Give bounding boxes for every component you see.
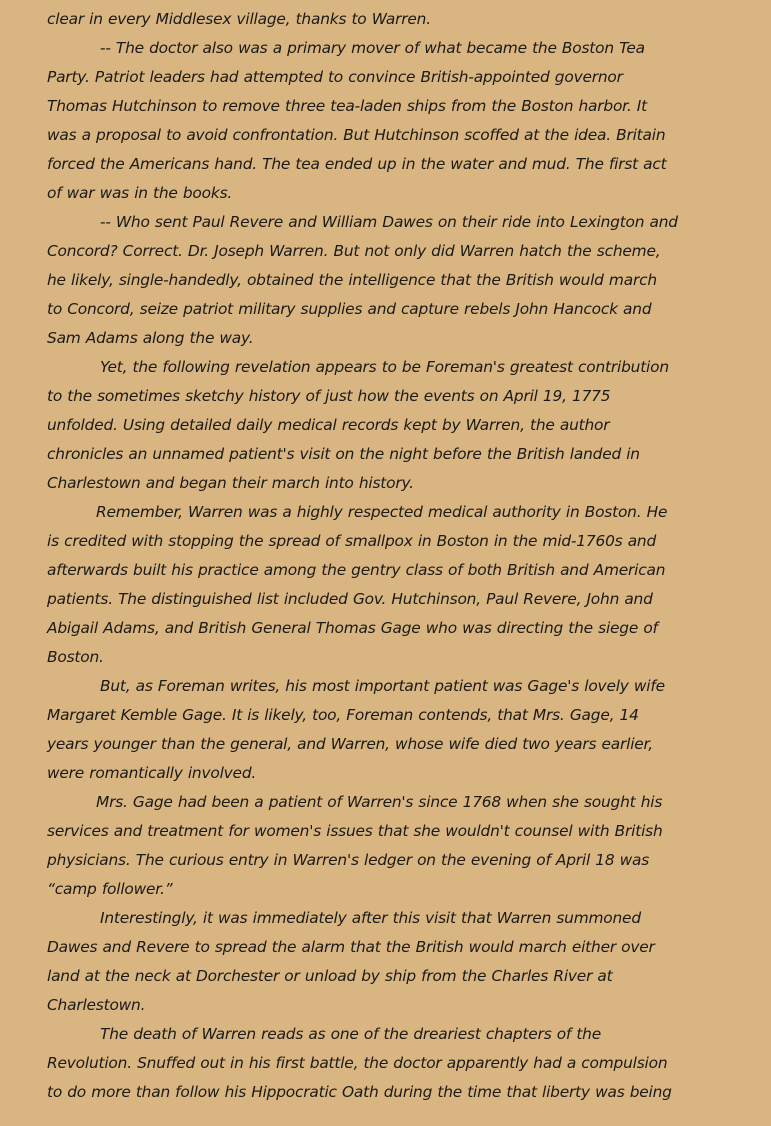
text-line: patients. The distinguished list included Gov. Hutchinson, Paul Revere, John and bbox=[47, 590, 653, 608]
text-line: Boston. bbox=[47, 648, 104, 666]
text-line: Mrs. Gage had been a patient of Warren's since 1768 when she sought his bbox=[96, 793, 663, 811]
text-line: forced the Americans hand. The tea ended up in the water and mud. The first act bbox=[47, 155, 667, 173]
text-line: Party. Patriot leaders had attempted to convince British-appointed governor bbox=[47, 68, 623, 86]
text-line: Yet, the following revelation appears to be Foreman's greatest contribution bbox=[100, 358, 669, 376]
text-line: services and treatment for women's issues that she wouldn't counsel with British bbox=[47, 822, 663, 840]
text-line: Charlestown and began their march into history. bbox=[47, 474, 414, 492]
text-line: Thomas Hutchinson to remove three tea-laden ships from the Boston harbor. It bbox=[47, 97, 647, 115]
text-line: years younger than the general, and Warren, whose wife died two years earlier, bbox=[47, 735, 653, 753]
text-line: chronicles an unnamed patient's visit on the night before the British landed in bbox=[47, 445, 640, 463]
text-line: Revolution. Snuffed out in his first battle, the doctor apparently had a compulsion bbox=[47, 1054, 668, 1072]
text-line: land at the neck at Dorchester or unload by ship from the Charles River at bbox=[47, 967, 613, 985]
text-line: Concord? Correct. Dr. Joseph Warren. But not only did Warren hatch the scheme, bbox=[47, 242, 661, 260]
text-line: The death of Warren reads as one of the dreariest chapters of the bbox=[100, 1025, 601, 1043]
text-line: -- The doctor also was a primary mover of what became the Boston Tea bbox=[100, 39, 645, 57]
text-line: to Concord, seize patriot military supplies and capture rebels John Hancock and bbox=[47, 300, 652, 318]
text-line: to do more than follow his Hippocratic Oath during the time that liberty was being bbox=[47, 1083, 672, 1101]
text-line: Dawes and Revere to spread the alarm that the British would march either over bbox=[47, 938, 655, 956]
text-line: were romantically involved. bbox=[47, 764, 257, 782]
text-line: Charlestown. bbox=[47, 996, 146, 1014]
text-line: was a proposal to avoid confrontation. But Hutchinson scoffed at the idea. Britain bbox=[47, 126, 666, 144]
text-line: he likely, single-handedly, obtained the intelligence that the British would march bbox=[47, 271, 657, 289]
text-line: “camp follower.” bbox=[47, 880, 173, 898]
text-line: -- Who sent Paul Revere and William Dawes on their ride into Lexington and bbox=[100, 213, 678, 231]
text-line: physicians. The curious entry in Warren's ledger on the evening of April 18 was bbox=[47, 851, 650, 869]
text-line: of war was in the books. bbox=[47, 184, 233, 202]
text-line: clear in every Middlesex village, thanks to Warren. bbox=[47, 10, 431, 28]
text-line: Remember, Warren was a highly respected medical authority in Boston. He bbox=[96, 503, 668, 521]
text-line: unfolded. Using detailed daily medical records kept by Warren, the author bbox=[47, 416, 610, 434]
text-line: afterwards built his practice among the gentry class of both British and American bbox=[47, 561, 666, 579]
text-line: is credited with stopping the spread of smallpox in Boston in the mid-1760s and bbox=[47, 532, 657, 550]
text-line: Sam Adams along the way. bbox=[47, 329, 254, 347]
text-line: to the sometimes sketchy history of just how the events on April 19, 1775 bbox=[47, 387, 611, 405]
text-line: Interestingly, it was immediately after this visit that Warren summoned bbox=[100, 909, 641, 927]
text-line: Margaret Kemble Gage. It is likely, too, Foreman contends, that Mrs. Gage, 14 bbox=[47, 706, 639, 724]
text-line: But, as Foreman writes, his most important patient was Gage's lovely wife bbox=[100, 677, 665, 695]
text-line: Abigail Adams, and British General Thomas Gage who was directing the siege of bbox=[47, 619, 658, 637]
